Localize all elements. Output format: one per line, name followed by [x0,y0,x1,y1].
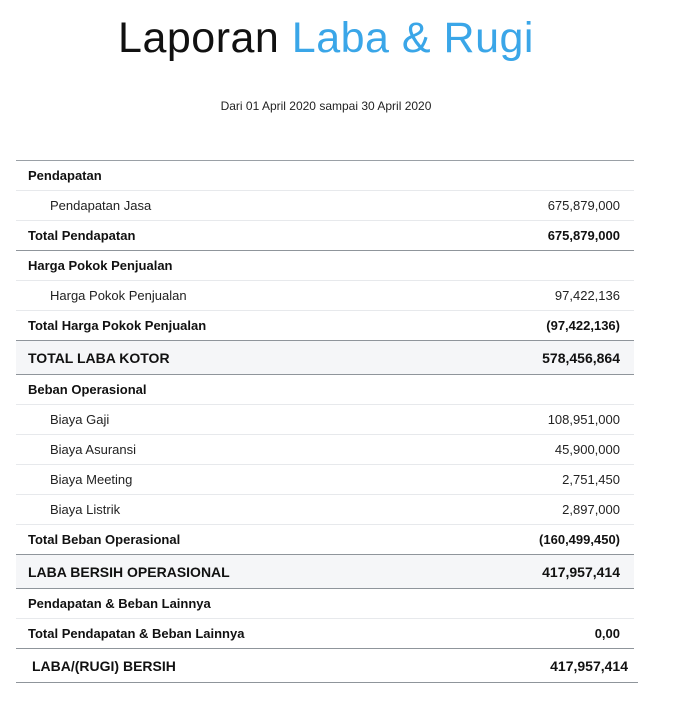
title-laba-rugi: Laba & Rugi [291,14,534,62]
row-label: Biaya Asuransi [50,442,136,457]
row-value: 108,951,000 [547,412,620,427]
row-value: 2,897,000 [562,502,620,517]
item-biaya-listrik [16,495,634,525]
section-pendapatan-beban-lainnya [16,589,634,619]
row-label: Biaya Listrik [50,502,121,517]
row-value: 675,879,000 [547,228,620,243]
row-label: Total Pendapatan & Beban Lainnya [28,626,245,641]
total-laba-kotor [16,341,634,375]
item-biaya-gaji [16,405,634,435]
item-biaya-meeting [16,465,634,495]
row-value: 675,879,000 [547,198,620,213]
row-value: 0,00 [594,626,620,641]
total-pendapatan-beban-lainnya [16,619,634,649]
title-laporan: Laporan [118,14,280,62]
profit-loss-table [16,160,634,683]
total-beban-operasional [16,525,634,555]
item-harga-pokok-penjualan [16,281,634,311]
page-title [0,12,652,64]
report-period: Dari 01 April 2020 sampai 30 April 2020 [220,99,432,113]
total-pendapatan [16,221,634,251]
laba-rugi-bersih [16,649,638,683]
row-label: Harga Pokok Penjualan [28,258,173,273]
laba-bersih-operasional [16,555,634,589]
row-label: Pendapatan & Beban Lainnya [28,596,211,611]
section-pendapatan [16,161,634,191]
row-label: Harga Pokok Penjualan [50,288,187,303]
row-label: Pendapatan Jasa [50,198,152,213]
row-value: 45,900,000 [554,442,620,457]
section-harga-pokok-penjualan [16,251,634,281]
row-label: TOTAL LABA KOTOR [28,349,170,366]
row-label: LABA/(RUGI) BERSIH [32,657,176,674]
item-biaya-asuransi [16,435,634,465]
row-value: (97,422,136) [546,318,620,333]
section-beban-operasional [16,375,634,405]
row-label: Total Beban Operasional [28,532,181,547]
row-label: Beban Operasional [28,382,147,397]
row-value: 417,957,414 [550,657,628,674]
row-label: Biaya Gaji [50,412,110,427]
row-value: 97,422,136 [554,288,620,303]
row-value: 2,751,450 [562,472,620,487]
row-value: 578,456,864 [542,349,620,366]
row-label: Pendapatan [28,168,102,183]
total-harga-pokok-penjualan [16,311,634,341]
row-label: Total Pendapatan [28,228,136,243]
row-label: LABA BERSIH OPERASIONAL [28,563,230,580]
row-label: Total Harga Pokok Penjualan [28,318,207,333]
row-label: Biaya Meeting [50,472,133,487]
row-value: (160,499,450) [539,532,620,547]
row-value: 417,957,414 [542,563,620,580]
item-pendapatan-jasa [16,191,634,221]
